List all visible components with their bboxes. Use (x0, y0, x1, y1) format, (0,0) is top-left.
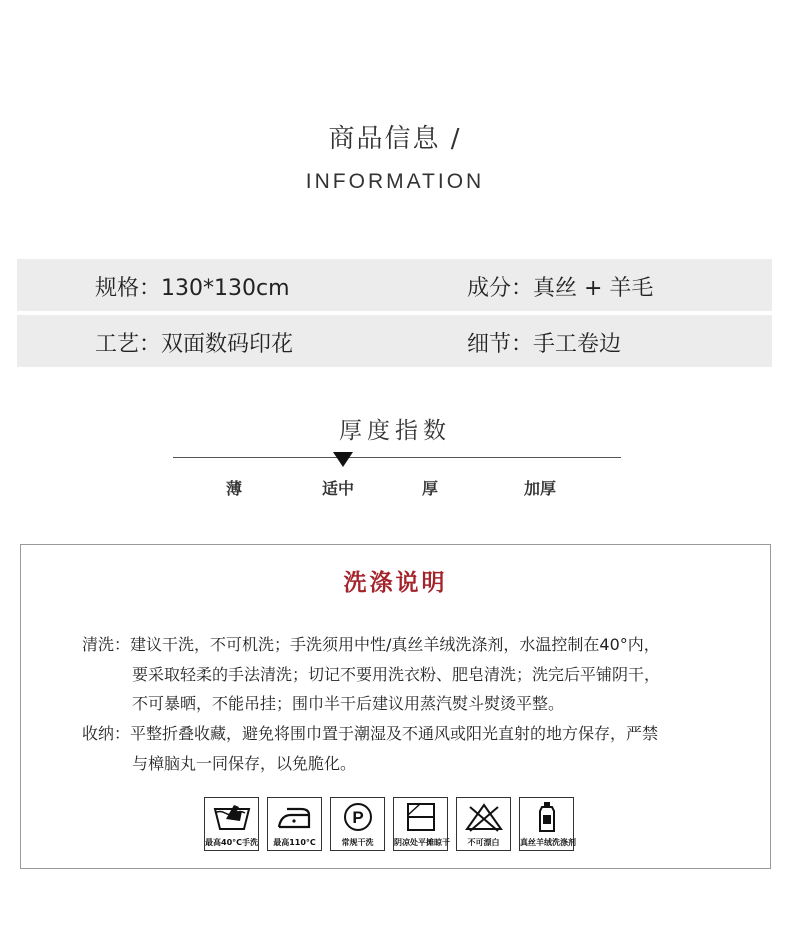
care-icon-no-bleach (456, 797, 511, 851)
section-title-en: INFORMATION (305, 170, 485, 193)
care-icon-label: 最高40°C手洗 (205, 838, 259, 847)
wash-line-3: 不可暴晒，不能吊挂；围巾半干后建议用蒸汽熨斗熨烫平整。 (132, 694, 565, 713)
care-icon-detergent (519, 797, 574, 851)
thickness-level-thick: 厚 (422, 479, 439, 498)
thickness-marker-icon (333, 452, 353, 467)
care-icon-dry-clean (330, 797, 385, 851)
care-icon-label: 最高110°C (273, 838, 316, 847)
spec-row-1 (17, 259, 772, 311)
wash-line-1: 清洗：建议干洗，不可机洗；手洗须用中性/真丝羊绒洗涤剂，水温控制在40°内， (82, 635, 660, 654)
spec-craft: 工艺：双面数码印花 (95, 332, 294, 357)
care-icon-label: 常规干洗 (341, 838, 374, 847)
spec-row-2 (17, 315, 772, 367)
detergent-bottle-icon (527, 801, 567, 833)
shade-flat-dry-icon (401, 801, 441, 833)
spec-size: 规格：130*130cm (95, 276, 290, 301)
storage-line-2: 与樟脑丸一同保存，以免脆化。 (132, 754, 357, 773)
care-instructions-box (20, 544, 771, 869)
spec-detail: 细节：手工卷边 (467, 332, 622, 357)
care-icon-iron (267, 797, 322, 851)
care-icon-shade-dry (393, 797, 448, 851)
thickness-level-medium: 适中 (322, 479, 355, 498)
dry-clean-icon (338, 801, 378, 833)
thickness-title: 厚度指数 (339, 418, 451, 444)
care-icon-hand-wash (204, 797, 259, 851)
thickness-scale-line (173, 457, 621, 458)
care-icon-label: 不可漂白 (467, 838, 500, 847)
section-title-cn: 商品信息 / (328, 124, 462, 154)
care-icon-label: 真丝羊绒洗涤剂 (520, 838, 576, 847)
spec-material: 成分：真丝 + 羊毛 (467, 276, 654, 301)
storage-line-1: 收纳：平整折叠收藏，避免将围巾置于潮湿及不通风或阳光直射的地方保存，严禁 (82, 724, 659, 743)
care-title: 洗涤说明 (343, 570, 448, 596)
hand-wash-icon (212, 801, 252, 833)
no-bleach-icon (464, 801, 504, 833)
svg-text:P: P (352, 808, 364, 827)
thickness-level-extra-thick: 加厚 (524, 479, 557, 498)
iron-icon (275, 801, 315, 833)
wash-line-2: 要采取轻柔的手法清洗；切记不要用洗衣粉、肥皂清洗；洗完后平铺阴干， (132, 665, 661, 684)
thickness-level-thin: 薄 (226, 479, 243, 498)
care-icon-label: 阴凉处平摊晾干 (394, 838, 450, 847)
